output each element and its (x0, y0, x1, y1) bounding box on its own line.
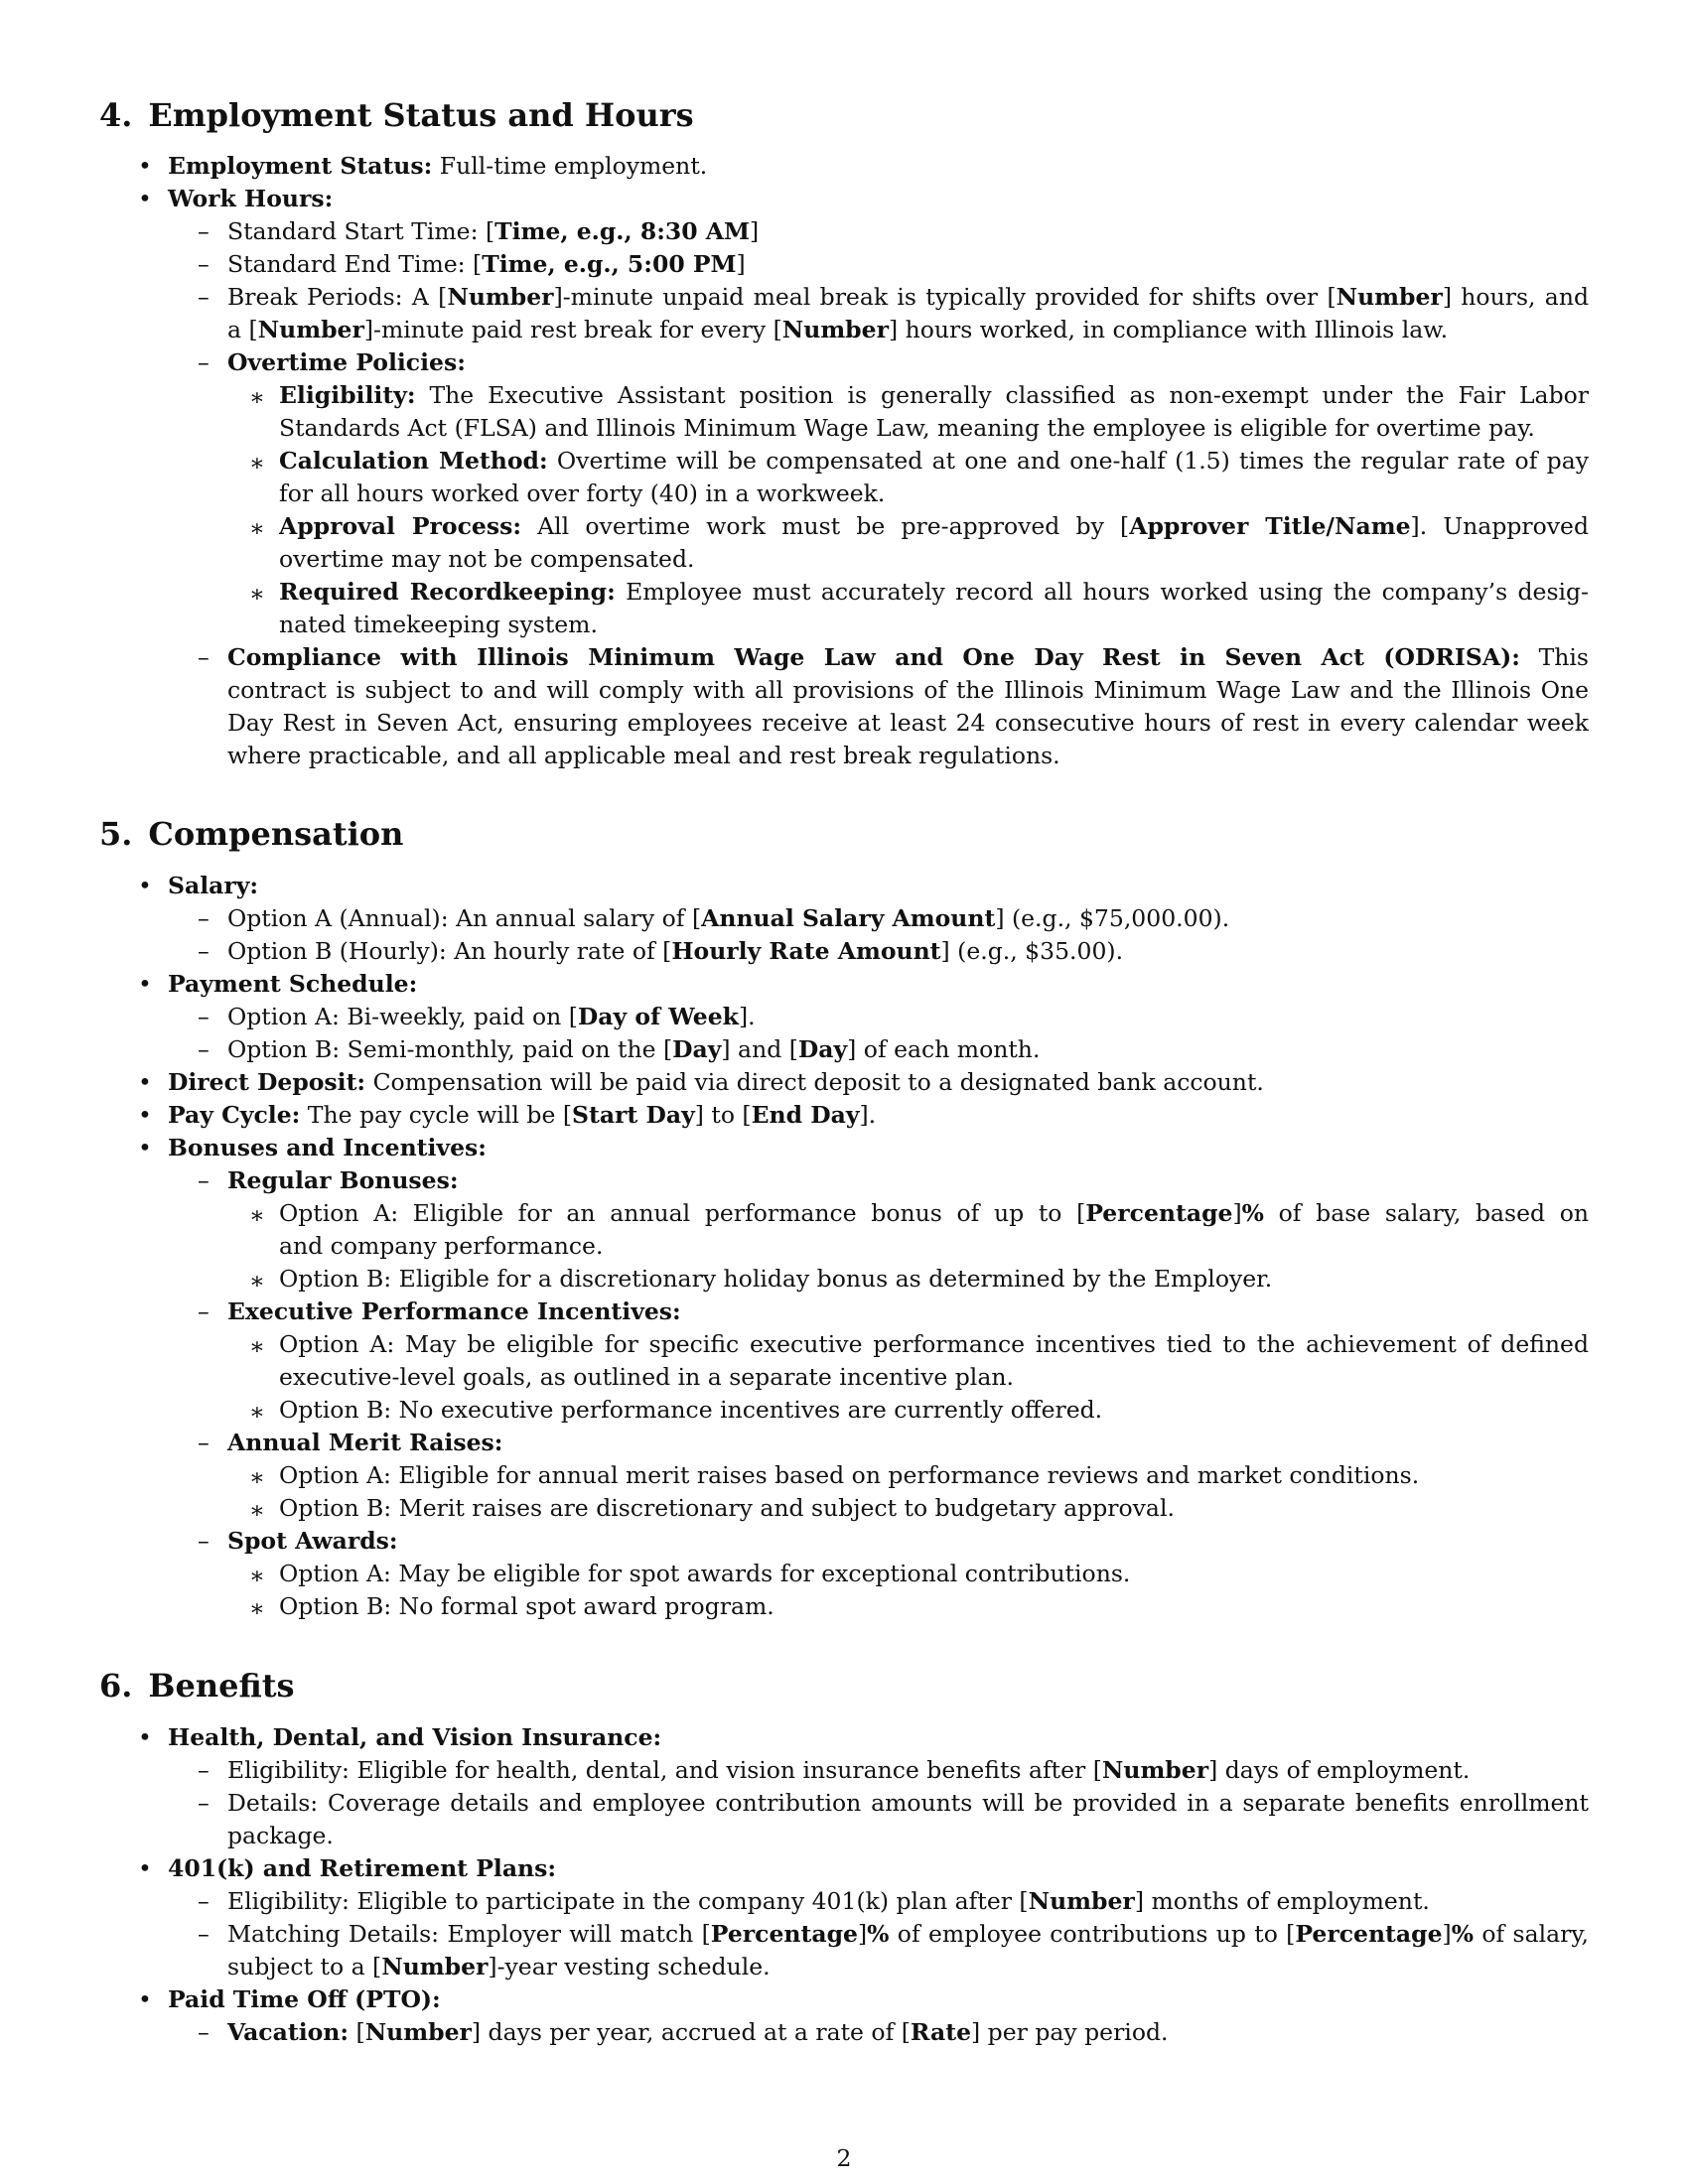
health-details-line-2: package. (227, 1822, 334, 1849)
dash-icon: – (198, 1035, 210, 1063)
bullet-icon: • (138, 1723, 152, 1751)
retirement-plans-label: 401(k) and Retirement Plans: (168, 1854, 557, 1882)
asterisk-icon: ∗ (249, 1267, 265, 1295)
regular-bonus-option-b: Option B: Eligible for a discretionary holiday bonus as determined by the Employer. (279, 1265, 1273, 1293)
bullet-icon: • (138, 970, 152, 998)
bullet-icon: • (138, 1134, 152, 1161)
dash-icon: – (198, 348, 210, 376)
standard-start-time: Standard Start Time: [Time, e.g., 8:30 AM] (227, 217, 760, 245)
salary-label: Salary: (168, 872, 259, 899)
regular-bonus-option-a-line-2: and company performance. (279, 1232, 604, 1260)
spot-option-b: Option B: No formal spot award program. (279, 1592, 774, 1620)
executive-incentives-label: Executive Performance Incentives: (227, 1297, 681, 1325)
dash-icon: – (198, 1887, 210, 1915)
matching-details-line-1: Matching Details: Employer will match [Percentage]% of employee contributions up to [Percentage]% of salary, (227, 1920, 1589, 1948)
asterisk-icon: ∗ (249, 514, 265, 542)
dash-icon: – (198, 937, 210, 965)
section-heading-compensation: 5. Compensation (99, 815, 404, 853)
dash-icon: – (198, 643, 210, 671)
eligibility-line-1: Eligibility: The Executive Assistant position is generally classified as non-exempt under the Fair Labor (279, 381, 1589, 409)
pay-cycle-item: Pay Cycle: The pay cycle will be [Start Day] to [End Day]. (168, 1101, 877, 1129)
salary-option-a: Option A (Annual): An annual salary of [Annual Salary Amount] (e.g., $75,000.00). (227, 904, 1230, 932)
dash-icon: – (198, 904, 210, 932)
employment-status-text: Full-time employment. (432, 152, 708, 180)
asterisk-icon: ∗ (249, 1332, 265, 1360)
merit-raises-label: Annual Merit Raises: (227, 1429, 503, 1456)
payment-schedule-label: Payment Schedule: (168, 970, 418, 998)
dash-icon: – (198, 1166, 210, 1194)
asterisk-icon: ∗ (249, 383, 265, 411)
retirement-eligibility: Eligibility: Eligible to participate in the company 401(k) plan after [Number] months of employment. (227, 1887, 1430, 1915)
executive-option-b: Option B: No executive performance incentives are currently offered. (279, 1396, 1103, 1424)
recordkeeping-line-2: nated timekeeping system. (279, 611, 598, 638)
asterisk-icon: ∗ (249, 580, 265, 608)
regular-bonuses-label: Regular Bonuses: (227, 1166, 459, 1194)
approval-process-line-1: Approval Process: All overtime work must be pre-approved by [Approver Title/Name]. Unapproved (279, 512, 1589, 540)
dash-icon: – (198, 250, 210, 278)
executive-option-a-line-1: Option A: May be eligible for specific executive performance incentives tied to the achievement of defined (279, 1330, 1589, 1358)
bullet-icon: • (138, 1985, 152, 2013)
health-eligibility: Eligibility: Eligible for health, dental, and vision insurance benefits after [Number] days of employment. (227, 1756, 1471, 1784)
dash-icon: – (198, 2018, 210, 2046)
compliance-line-3: Day Rest in Seven Act, ensuring employees receive at least 24 consecutive hours of rest in every calendar week (227, 709, 1589, 737)
pto-label: Paid Time Off (PTO): (168, 1985, 441, 2013)
approval-process-line-2: overtime may not be compensated. (279, 545, 695, 573)
dash-icon: – (198, 1297, 210, 1325)
payment-option-a: Option A: Bi-weekly, paid on [Day of Week]. (227, 1003, 756, 1030)
end-time-placeholder: Time, e.g., 5:00 PM (482, 250, 737, 278)
asterisk-icon: ∗ (249, 1594, 265, 1622)
dash-icon: – (198, 283, 210, 311)
spot-awards-label: Spot Awards: (227, 1527, 398, 1555)
asterisk-icon: ∗ (249, 1496, 265, 1524)
recordkeeping-line-1: Required Recordkeeping: Employee must accurately record all hours worked using the company’s desig- (279, 578, 1589, 606)
asterisk-icon: ∗ (249, 1562, 265, 1589)
bullet-icon: • (138, 872, 152, 899)
dash-icon: – (198, 1920, 210, 1948)
overtime-policies-label: Overtime Policies: (227, 348, 466, 376)
dash-icon: – (198, 1756, 210, 1784)
bullet-icon: • (138, 1068, 152, 1096)
break-periods-line-2: a [Number]-minute paid rest break for every [Number] hours worked, in compliance with Illinois law. (227, 316, 1449, 343)
vacation-item: Vacation: [Number] days per year, accrued at a rate of [Rate] per pay period. (227, 2018, 1169, 2046)
bullet-icon: • (138, 1101, 152, 1129)
payment-option-b: Option B: Semi-monthly, paid on the [Day] and [Day] of each month. (227, 1035, 1041, 1063)
start-time-placeholder: Time, e.g., 8:30 AM (494, 217, 750, 245)
employment-status-item (168, 150, 707, 183)
dash-icon: – (198, 1429, 210, 1456)
eligibility-line-2: Standards Act (FLSA) and Illinois Minimum Wage Law, meaning the employee is eligible for overtime pay. (279, 414, 1535, 442)
employment-status-label: Employment Status: (168, 152, 433, 180)
standard-end-time: Standard End Time: [Time, e.g., 5:00 PM] (227, 250, 746, 278)
bullet-icon: • (138, 185, 152, 212)
section-heading-benefits: 6. Benefits (99, 1667, 295, 1705)
compliance-line-1: Compliance with Illinois Minimum Wage Law and One Day Rest in Seven Act (ODRISA): This (227, 643, 1589, 671)
direct-deposit-item: Direct Deposit: Compensation will be paid via direct deposit to a designated bank account. (168, 1068, 1264, 1096)
work-hours-label: Work Hours: (168, 185, 334, 212)
bonuses-label: Bonuses and Incentives: (168, 1134, 487, 1161)
asterisk-icon: ∗ (249, 1201, 265, 1229)
asterisk-icon: ∗ (249, 1463, 265, 1491)
bullet-icon: • (138, 152, 152, 180)
salary-option-b: Option B (Hourly): An hourly rate of [Hourly Rate Amount] (e.g., $35.00). (227, 937, 1124, 965)
dash-icon: – (198, 1003, 210, 1030)
regular-bonus-option-a-line-1: Option A: Eligible for an annual performance bonus of up to [Percentage]% of base salary, based on (279, 1199, 1589, 1227)
compliance-line-2: contract is subject to and will comply with all provisions of the Illinois Minimum Wage Law and the Illinois One (227, 676, 1589, 704)
compliance-line-4: where practicable, and all applicable meal and rest break regulations. (227, 742, 1060, 769)
merit-option-a: Option A: Eligible for annual merit raises based on performance reviews and market conditions. (279, 1461, 1420, 1489)
calculation-method-line-1: Calculation Method: Overtime will be compensated at one and one-half (1.5) times the regular rate of pay (279, 447, 1589, 475)
calculation-method-line-2: for all hours worked over forty (40) in a workweek. (279, 479, 886, 507)
asterisk-icon: ∗ (249, 449, 265, 477)
matching-details-line-2: subject to a [Number]-year vesting schedule. (227, 1953, 771, 1980)
merit-option-b: Option B: Merit raises are discretionary and subject to budgetary approval. (279, 1494, 1175, 1522)
break-periods-line-1: Break Periods: A [Number]-minute unpaid meal break is typically provided for shifts over [Number] hours, and (227, 283, 1589, 311)
dash-icon: – (198, 1527, 210, 1555)
executive-option-a-line-2: executive-level goals, as outlined in a separate incentive plan. (279, 1363, 1014, 1391)
health-insurance-label: Health, Dental, and Vision Insurance: (168, 1723, 662, 1751)
health-details-line-1: Details: Coverage details and employee contribution amounts will be provided in a separate benefits enrollment (227, 1789, 1589, 1817)
page-number: 2 (836, 2144, 852, 2172)
asterisk-icon: ∗ (249, 1398, 265, 1426)
bullet-icon: • (138, 1854, 152, 1882)
section-heading-employment-status: 4. Employment Status and Hours (99, 96, 694, 134)
dash-icon: – (198, 217, 210, 245)
spot-option-a: Option A: May be eligible for spot awards for exceptional contributions. (279, 1560, 1131, 1587)
dash-icon: – (198, 1789, 210, 1817)
